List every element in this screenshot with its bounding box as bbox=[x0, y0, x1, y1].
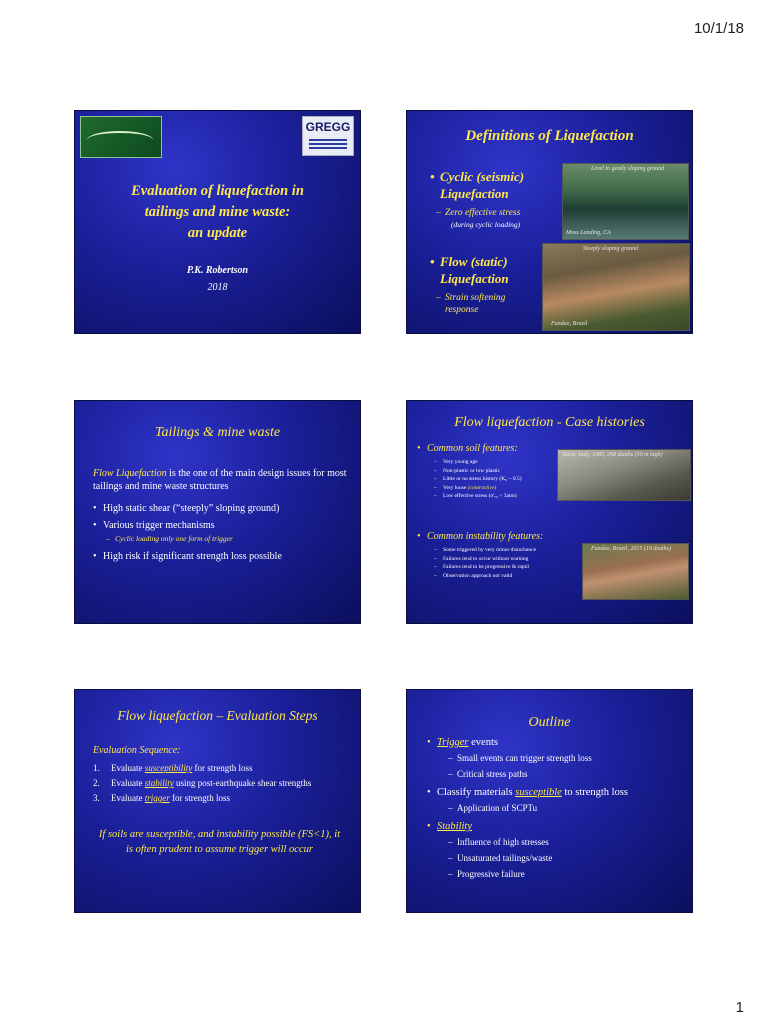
slide-3-tailings bbox=[75, 401, 360, 623]
soil-feature-item: – Little or no stress history (K₀ ~ 0.5) bbox=[443, 475, 573, 484]
slide-3-body: Flow Liquefaction is the one of the main design issues for most tailings and mine waste structures bbox=[93, 468, 347, 492]
evaluation-steps-list bbox=[93, 762, 353, 804]
slide-1-title bbox=[75, 111, 360, 333]
outline-trigger: • Trigger events bbox=[437, 736, 687, 749]
outline-sub: – Unsaturated tailings/waste bbox=[457, 852, 687, 865]
outline-sub: – Small events can trigger strength loss bbox=[457, 752, 687, 765]
soil-features-heading: • Common soil features: bbox=[427, 443, 518, 454]
outline-sub: – Critical stress paths bbox=[457, 768, 687, 781]
slide-4-title: Flow liquefaction - Case histories bbox=[454, 415, 645, 430]
soil-feature-item: – Very loose (contractive) bbox=[443, 484, 573, 493]
outline-sub: – Application of SCPTu bbox=[457, 802, 687, 815]
outline-sub: – Influence of high stresses bbox=[457, 836, 687, 849]
bullet-cyclic: • Cyclic (seismic) Liquefaction bbox=[440, 168, 524, 202]
slide-3-bullets bbox=[103, 502, 353, 563]
slide-3-title: Tailings & mine waste bbox=[154, 425, 281, 440]
soil-features-list bbox=[443, 458, 573, 501]
cyclic-subsub: (during cyclic loading) bbox=[451, 220, 521, 229]
outline-stability: • Stability bbox=[437, 820, 687, 833]
slide-6-title: Outline bbox=[528, 715, 571, 730]
flow-sub: – Strain softening response bbox=[445, 292, 505, 316]
bullet-static-shear: • High static shear (“steeply” sloping ground) bbox=[103, 502, 353, 515]
outline-list bbox=[437, 736, 687, 881]
gregg-logo: GREGG bbox=[302, 116, 354, 156]
page-number: 1 bbox=[735, 999, 744, 1016]
header-date: 10/1/18 bbox=[693, 20, 744, 37]
soil-feature-item: – Low effective stress (σ'ᵥ₀ < 3atm) bbox=[443, 492, 573, 501]
step-3: 3. Evaluate trigger for strength loss bbox=[93, 793, 230, 803]
cyclic-sub: – Zero effective stress bbox=[445, 208, 520, 218]
outline-classify: • Classify materials susceptible to strength loss bbox=[437, 786, 687, 799]
instability-item: – Observation approach not valid bbox=[443, 572, 583, 581]
slide-1-author: P.K. Robertson bbox=[186, 265, 249, 276]
fundao-2015-photo: Fundao, Brazil, 2015 (19 deaths) bbox=[582, 543, 689, 600]
slide-5-title: Flow liquefaction – Evaluation Steps bbox=[117, 708, 318, 723]
instability-heading: • Common instability features: bbox=[427, 531, 543, 542]
soil-feature-item: – Non-plastic or low plastic bbox=[443, 467, 573, 476]
bullet-high-risk: • High risk if significant strength loss possible bbox=[103, 550, 353, 563]
slide-5-evaluation-steps bbox=[75, 690, 360, 912]
instability-item: – Some triggered by very minor disturbance bbox=[443, 546, 583, 555]
moss-landing-photo: Level to gently sloping ground Moss Landing, CA bbox=[562, 163, 689, 240]
slide-6-outline bbox=[407, 690, 692, 912]
instability-list bbox=[443, 546, 583, 580]
slide-1-year: 2018 bbox=[207, 282, 228, 293]
slide-4-case-histories bbox=[407, 401, 692, 623]
bullet-flow: • Flow (static) Liquefaction bbox=[440, 253, 509, 287]
trigger-assumption-note: If soils are susceptible, and instability possible (FS<1), it is often prudent to assume trigger will occur bbox=[98, 829, 341, 855]
instability-item: – Failures tend to be progressive & rapid bbox=[443, 563, 583, 572]
bullet-trigger-mechanisms: • Various trigger mechanisms bbox=[103, 519, 353, 532]
fundao-photo: Steeply sloping ground Fundao, Brazil bbox=[542, 243, 690, 331]
slide-1-heading: Evaluation of liquefaction in tailings and mine waste: an update bbox=[131, 183, 304, 241]
slide-2-definitions bbox=[407, 111, 692, 333]
step-1: 1. Evaluate susceptibility for strength loss bbox=[93, 763, 253, 773]
tailings-conference-logo bbox=[80, 116, 162, 158]
slide-2-title: Definitions of Liquefaction bbox=[465, 128, 634, 144]
soil-feature-item: – Very young age bbox=[443, 458, 573, 467]
sub-cyclic-loading: – Cyclic loading only one form of trigger bbox=[115, 532, 353, 545]
stava-photo: Stava, Italy, 1985, 268 deaths (50 m high) bbox=[557, 449, 691, 501]
evaluation-sequence-label: Evaluation Sequence: bbox=[93, 745, 181, 756]
instability-item: – Failures tend to occur without warning bbox=[443, 555, 583, 564]
outline-sub: – Progressive failure bbox=[457, 868, 687, 881]
step-2: 2. Evaluate stability using post-earthquake shear strengths bbox=[93, 778, 312, 788]
